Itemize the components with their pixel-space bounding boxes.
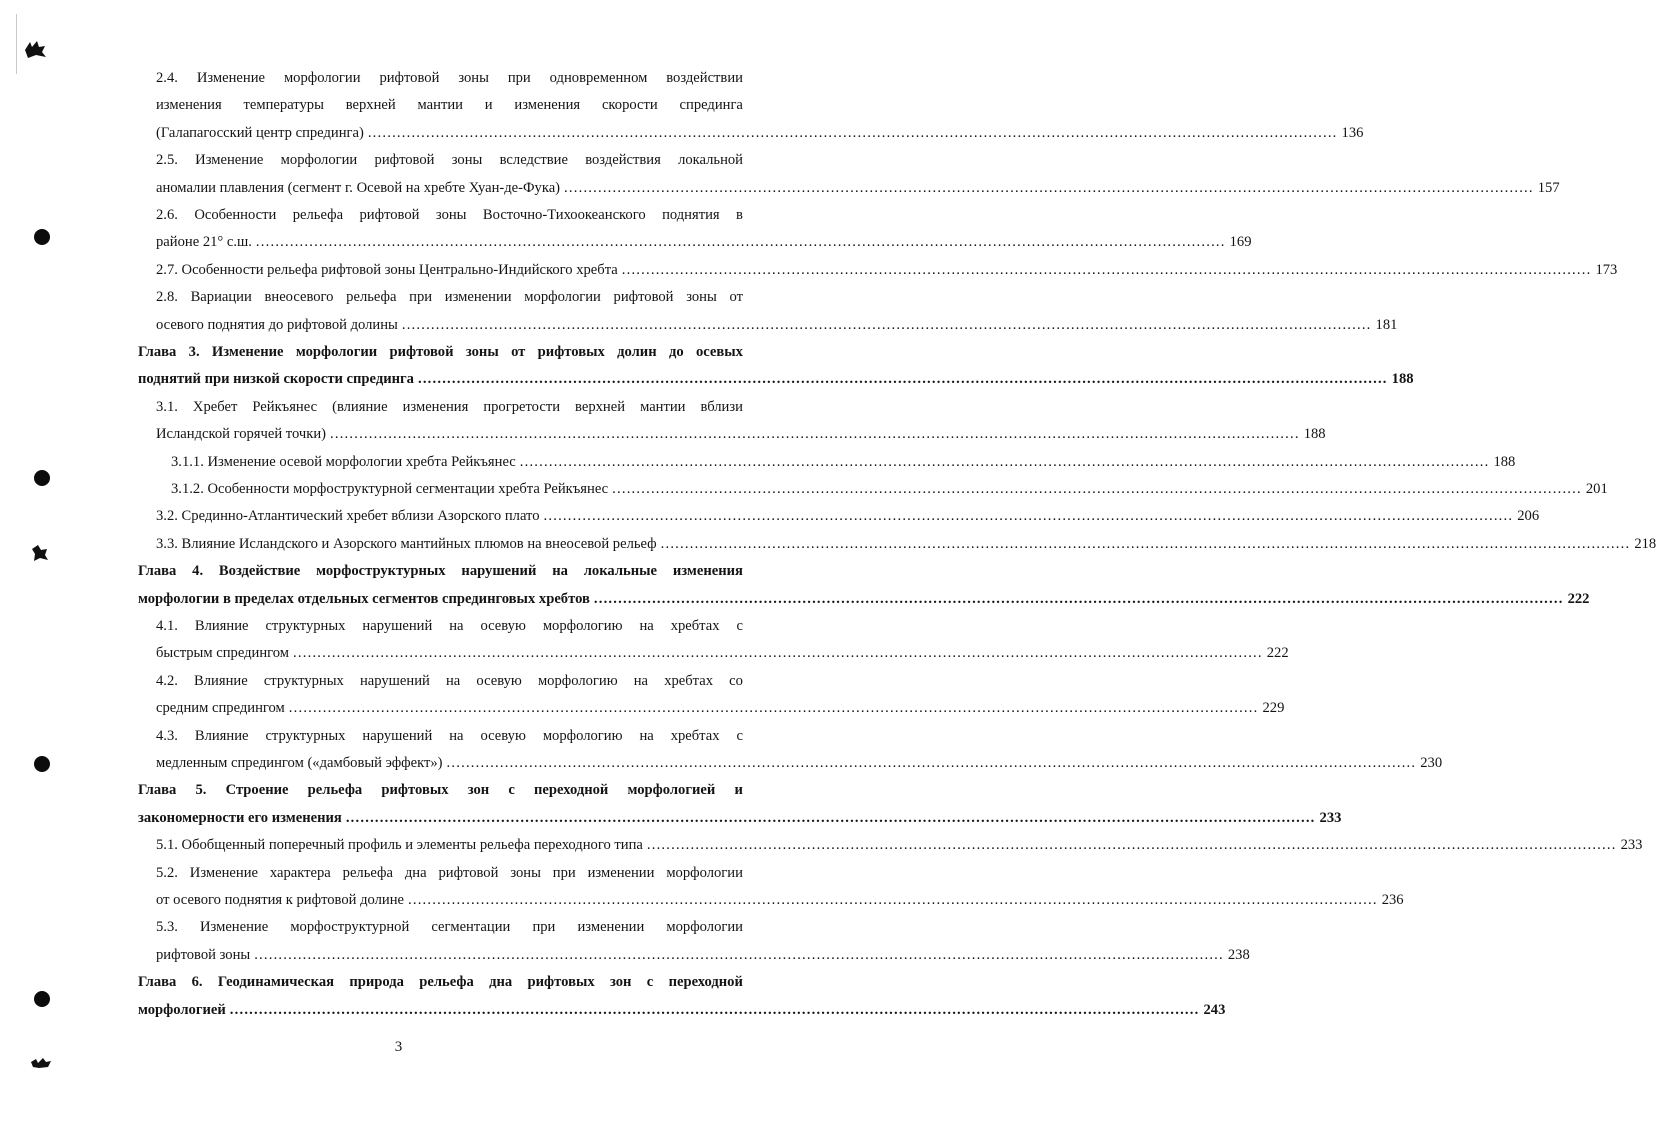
toc-entry-line: 4.2. Влияние структурных нарушений на осевую морфологию на хребтах со xyxy=(156,672,743,689)
toc-entry xyxy=(156,123,1364,143)
toc-entry-line: 3.1. Хребет Рейкъянес (влияние изменения прогретости верхней мантии вблизи xyxy=(156,398,743,415)
toc-entry xyxy=(138,1000,1226,1020)
punch-hole xyxy=(34,470,50,486)
dot-leader: ........................................................................................................................................................................................................ xyxy=(519,453,1490,470)
toc-entry xyxy=(156,424,1326,444)
dot-leader: ........................................................................................................................................................................................................ xyxy=(229,1001,1200,1018)
toc-page-number: 201 xyxy=(1585,481,1608,497)
toc-entry-title: быстрым спредингом xyxy=(156,645,290,662)
toc-entry-title: 2.7. Особенности рельефа рифтовой зоны Центрально-Индийского хребта xyxy=(156,261,618,278)
toc-entry-title: 3.1.1. Изменение осевой морфологии хребта Рейкъянес xyxy=(171,453,516,470)
scan-blot-bottom xyxy=(30,1055,52,1071)
toc-page-number: 169 xyxy=(1229,234,1252,251)
toc-entry-title: средним спредингом xyxy=(156,700,285,717)
dot-leader: ........................................................................................................................................................................................................ xyxy=(646,837,1617,854)
dot-leader: ........................................................................................................................................................................................................ xyxy=(612,481,1582,497)
toc-entry-line: Глава 5. Строение рельефа рифтовых зон с переходной морфологией и xyxy=(138,782,743,799)
toc-entry xyxy=(156,178,1560,198)
dot-leader: ........................................................................................................................................................................................................ xyxy=(401,316,1372,333)
toc-entry-line: 5.2. Изменение характера рельефа дна рифтовой зоны при изменении морфологии xyxy=(156,864,743,881)
toc-page-number: 238 xyxy=(1227,946,1250,963)
dot-leader: ........................................................................................................................................................................................................ xyxy=(330,426,1300,443)
toc-entry-title: рифтовой зоны xyxy=(156,946,251,963)
toc-entry xyxy=(156,835,1643,855)
toc-page-number: 206 xyxy=(1517,508,1540,525)
punch-hole xyxy=(34,756,50,772)
toc-entry-line: 2.5. Изменение морфологии рифтовой зоны вследствие воздействия локальной xyxy=(156,152,743,169)
toc-page-number: 188 xyxy=(1303,426,1326,443)
toc-entry xyxy=(156,753,1443,773)
toc-entry-line: 2.8. Вариации внеосевого рельефа при изменении морфологии рифтовой зоны от xyxy=(156,289,743,306)
toc-entry-title: медленным спредингом («дамбовый эффект») xyxy=(156,755,443,771)
toc-page-number: 157 xyxy=(1537,179,1560,196)
toc-entry-line: 2.6. Особенности рельефа рифтовой зоны Восточно-Тихоокеанского поднятия в xyxy=(156,207,743,223)
toc-entry-line: 2.4. Изменение морфологии рифтовой зоны при одновременном воздействии xyxy=(156,70,743,86)
toc-page-number: 188 xyxy=(1391,371,1414,388)
toc-entry-title: районе 21° с.ш. xyxy=(156,234,252,251)
toc-entry-line: Глава 4. Воздействие морфоструктурных нарушений на локальные изменения xyxy=(138,563,743,580)
toc-entry-title: 3.1.2. Особенности морфоструктурной сегментации хребта Рейкъянес xyxy=(171,481,609,497)
scan-edge-line xyxy=(16,14,17,74)
toc-entry xyxy=(138,369,1414,389)
toc-page-number: 233 xyxy=(1319,809,1342,826)
toc-page-number: 181 xyxy=(1375,316,1398,333)
dot-leader: ........................................................................................................................................................................................................ xyxy=(288,700,1259,717)
toc-page-number: 218 xyxy=(1634,535,1656,552)
toc-entry-title: морфологии в пределах отдельных сегментов спрединговых хребтов xyxy=(138,590,590,607)
toc-entry xyxy=(138,589,1590,609)
toc-entry-line: Глава 6. Геодинамическая природа рельефа дна рифтовых зон с переходной xyxy=(138,974,743,991)
toc-page-number: 173 xyxy=(1595,261,1618,278)
toc-entry-title: 5.1. Обобщенный поперечный профиль и элементы рельефа переходного типа xyxy=(156,837,643,854)
toc-entry xyxy=(156,506,1540,526)
toc-entry xyxy=(156,232,1252,252)
toc-entry xyxy=(171,452,1516,472)
dot-leader: ........................................................................................................................................................................................................ xyxy=(255,234,1226,251)
toc-page-number: 136 xyxy=(1341,124,1364,141)
toc-entry-title: от осевого поднятия к рифтовой долине xyxy=(156,892,405,908)
toc-entry xyxy=(156,260,1618,280)
toc-entry-line: изменения температуры верхней мантии и изменения скорости спрединга xyxy=(156,97,743,114)
dot-leader: ........................................................................................................................................................................................................ xyxy=(446,755,1417,771)
dot-leader: ........................................................................................................................................................................................................ xyxy=(417,371,1388,388)
toc-entry-line: 4.3. Влияние структурных нарушений на осевую морфологию на хребтах с xyxy=(156,727,743,744)
toc-page-number: 188 xyxy=(1493,453,1516,470)
page-number: 3 xyxy=(394,1039,403,1055)
toc-page-number: 229 xyxy=(1262,700,1285,717)
dot-leader: ........................................................................................................................................................................................................ xyxy=(543,508,1514,525)
toc-entry-line: Глава 3. Изменение морфологии рифтовой зоны от рифтовых долин до осевых xyxy=(138,344,743,360)
toc-page-number: 222 xyxy=(1567,590,1590,607)
toc-entry-line: 4.1. Влияние структурных нарушений на осевую морфологию на хребтах с xyxy=(156,618,743,634)
toc-entry-title: закономерности его изменения xyxy=(138,809,342,826)
toc-entry-title: осевого поднятия до рифтовой долины xyxy=(156,316,398,333)
toc-entry xyxy=(156,698,1285,718)
toc-page-number: 233 xyxy=(1620,837,1643,854)
punch-hole xyxy=(34,991,50,1007)
dot-leader: ........................................................................................................................................................................................................ xyxy=(660,535,1631,552)
dot-leader: ........................................................................................................................................................................................................ xyxy=(621,261,1592,278)
punch-hole xyxy=(34,229,50,245)
toc-page-number: 230 xyxy=(1420,755,1443,771)
dot-leader: ........................................................................................................................................................................................................ xyxy=(593,590,1564,607)
toc-entry xyxy=(156,315,1398,335)
toc-entry-title: 3.2. Срединно-Атлантический хребет вблизи Азорского плато xyxy=(156,508,540,525)
toc-entry-title: поднятий при низкой скорости спрединга xyxy=(138,371,414,388)
dot-leader: ........................................................................................................................................................................................................ xyxy=(367,124,1338,141)
toc-entry xyxy=(156,534,1656,554)
toc-page-number: 236 xyxy=(1381,892,1404,908)
toc-page-number: 243 xyxy=(1203,1001,1226,1018)
toc-entry-title: Исландской горячей точки) xyxy=(156,426,327,443)
toc-entry xyxy=(171,479,1608,499)
toc-entry-title: (Галапагосский центр спрединга) xyxy=(156,124,364,141)
toc-entry xyxy=(156,890,1404,910)
toc-page-number: 222 xyxy=(1266,645,1289,662)
dot-leader: ........................................................................................................................................................................................................ xyxy=(293,645,1263,662)
dot-leader: ........................................................................................................................................................................................................ xyxy=(564,179,1534,196)
dot-leader: ........................................................................................................................................................................................................ xyxy=(345,809,1316,826)
toc-entry xyxy=(156,643,1289,663)
toc-entry-title: морфологией xyxy=(138,1001,226,1018)
toc-entry-title: 3.3. Влияние Исландского и Азорского мантийных плюмов на внеосевой рельеф xyxy=(156,535,657,552)
toc-entry-title: аномалии плавления (сегмент г. Осевой на хребте Хуан-де-Фука) xyxy=(156,179,561,196)
dot-leader: ........................................................................................................................................................................................................ xyxy=(408,892,1378,908)
toc-entry xyxy=(138,808,1342,828)
scan-blot-top xyxy=(22,38,48,60)
toc-entry-line: 5.3. Изменение морфоструктурной сегментации при изменении морфологии xyxy=(156,919,743,936)
scan-blot-middle xyxy=(30,543,50,563)
dot-leader: ........................................................................................................................................................................................................ xyxy=(254,946,1224,963)
toc-entry xyxy=(156,945,1250,965)
